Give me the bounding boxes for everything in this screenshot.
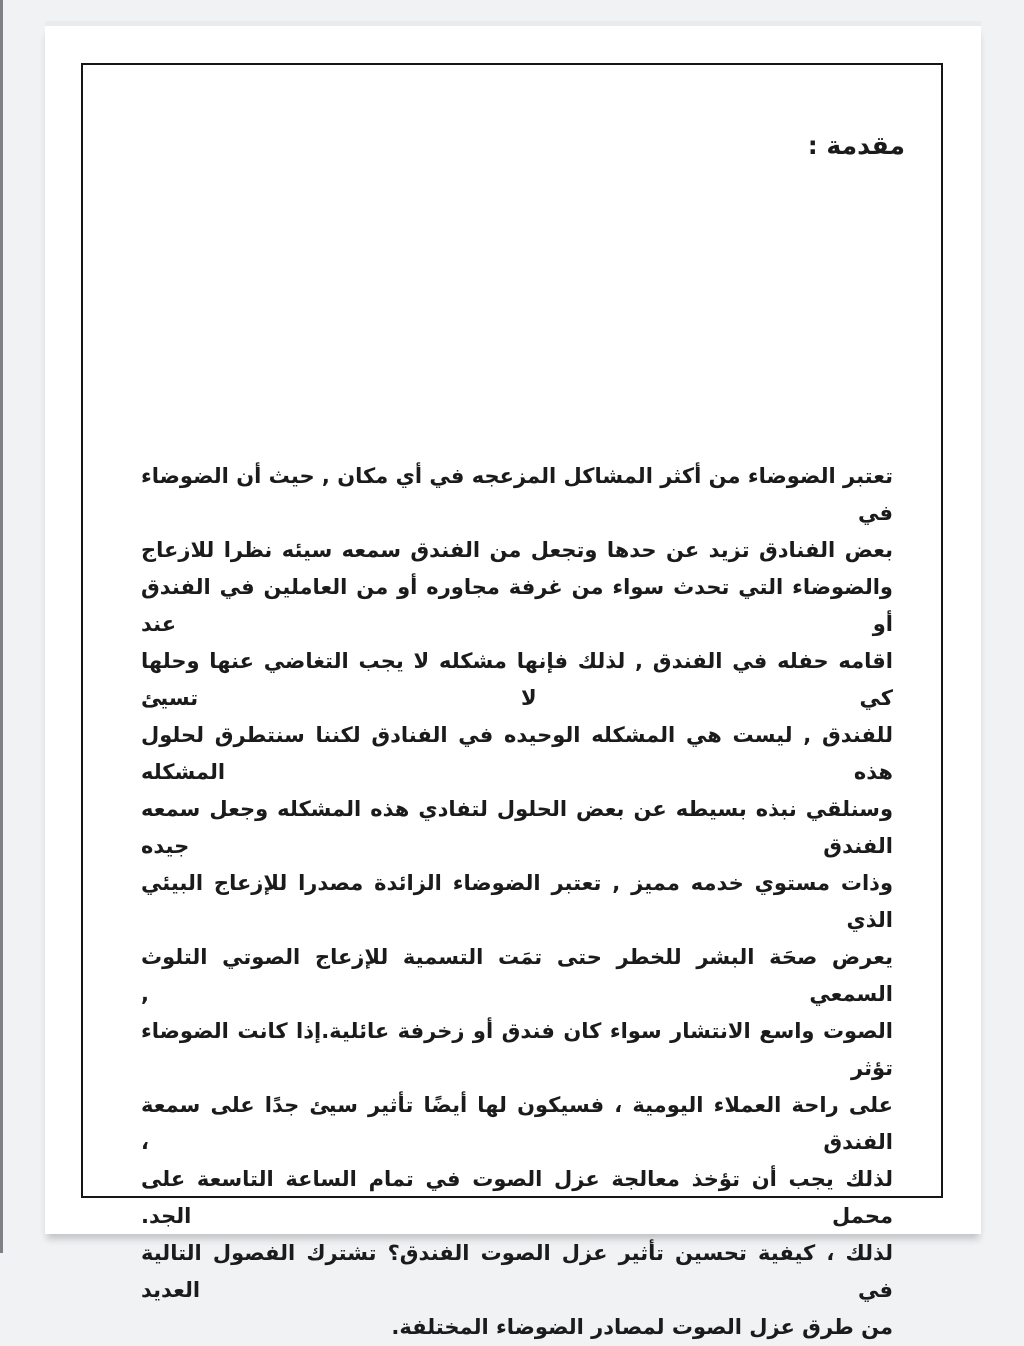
paragraph-line: وسنلقي نبذه بسيطه عن بعض الحلول لتفادي هذه المشكله وجعل سمعه الفندق جيده (141, 797, 893, 858)
left-edge-strip (0, 0, 3, 1253)
paragraph-line: على راحة العملاء اليومية ، فسيكون لها أيضًا تأثير سيئ جدًا على سمعة الفندق ، (141, 1093, 893, 1154)
paragraph-line: لذلك ، كيفية تحسين تأثير عزل الصوت الفندق؟ تشترك الفصول التالية في العديد (141, 1241, 893, 1302)
page-border-frame (81, 63, 943, 1339)
paragraph-line: للفندق , ليست هي المشكله الوحيده في الفنادق لكننا سنتطرق لحلول هذه المشكله (141, 723, 893, 784)
paragraph-line: وذات مستوي خدمه مميز , تعتبر الضوضاء الزائدة مصدرا للإزعاج البيئي الذي (141, 871, 893, 932)
paragraph-line: يعرض صحَة البشر للخطر حتى تمَت التسمية للإزعاج الصوتي التلوث السمعي , (141, 945, 893, 1006)
paragraph-line: لذلك يجب أن تؤخذ معالجة عزل الصوت في تمام الساعة التاسعة على محمل الجد. (141, 1167, 893, 1228)
document-page (45, 26, 981, 1339)
paragraph-line: الصوت واسع الانتشار سواء كان فندق أو زخرفة عائلية.إذا كانت الضوضاء تؤثر (141, 1019, 893, 1080)
paragraph-line: اقامه حفله في الفندق , لذلك فإنها مشكله لا يجب التغاضي عنها وحلها كي لا تسيئ (141, 649, 893, 710)
paragraph-line: بعض الفنادق تزيد عن حدها وتجعل من الفندق سمعه سيئه نظرا للازعاج (141, 538, 893, 562)
paragraph-line: من طرق عزل الصوت لمصادر الضوضاء المختلفة. (391, 1315, 893, 1339)
intro-heading: مقدمة : (807, 131, 905, 160)
paragraph-line: تعتبر الضوضاء من أكثر المشاكل المزعجه في أي مكان , حيث أن الضوضاء في (141, 464, 893, 525)
intro-paragraph (141, 458, 893, 1346)
paragraph-line: والضوضاء التي تحدث سواء من غرفة مجاوره أو من العاملين في الفندق أو عند (141, 575, 893, 636)
